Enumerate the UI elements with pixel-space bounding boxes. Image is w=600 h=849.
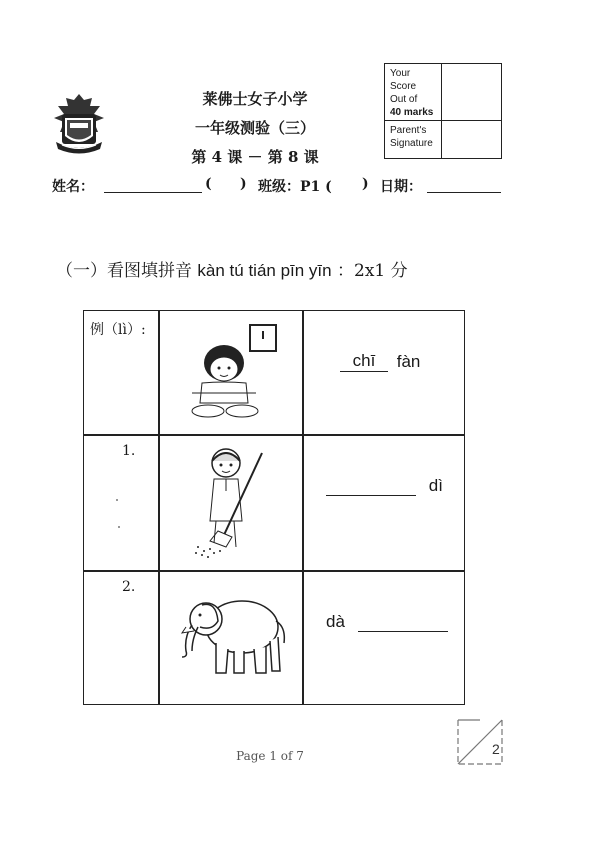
name-field[interactable] <box>104 178 202 193</box>
class-label: 班级：P1 ( <box>258 179 332 195</box>
index-field[interactable] <box>214 178 234 192</box>
date-field[interactable] <box>427 178 501 193</box>
question-2-blank[interactable] <box>358 631 448 632</box>
question-2-answer <box>326 612 448 632</box>
index-open-paren: ( <box>205 176 212 192</box>
student-info-row <box>52 176 512 200</box>
question-2-given-syllable: dà <box>326 612 345 631</box>
signature-field[interactable] <box>442 121 501 158</box>
section-pinyin: kàn tú tián pīn yīn <box>197 261 332 280</box>
elephant-picture <box>172 587 290 681</box>
example-filled-blank: chī <box>340 351 388 372</box>
lesson-range: 第 4 课 － 第 8 课 <box>191 148 319 166</box>
class-close-paren: ) <box>362 176 369 192</box>
index-close-paren: ) <box>240 176 247 192</box>
page-number: Page 1 of 7 <box>236 749 304 763</box>
pinyin-table <box>83 310 465 705</box>
section-total-marks: 2 <box>492 741 500 757</box>
section-marks: ：2x1 分 <box>337 261 408 281</box>
section-title: （一）看图填拼音 <box>56 261 192 281</box>
school-name: 莱佛士女子小学 <box>202 90 308 108</box>
name-label: 姓名： <box>52 179 94 195</box>
score-box <box>384 63 502 159</box>
parent-signature-label: Parent's Signature <box>390 125 433 149</box>
section-heading <box>56 256 536 281</box>
question-1-answer <box>326 476 443 496</box>
example-label: 例（lì）: <box>90 322 146 338</box>
example-given-syllable: fàn <box>396 352 421 371</box>
girl-eating-picture <box>184 323 280 421</box>
question-1-given-syllable: dì <box>428 476 443 495</box>
test-title: 一年级测验（三） <box>194 119 315 137</box>
score-label: Your Score Out of 40 marks <box>390 68 434 118</box>
date-label: 日期： <box>380 179 422 195</box>
example-answer <box>340 351 420 372</box>
question-2-label: 2. <box>122 579 136 595</box>
school-crest-logo <box>48 92 110 158</box>
question-1-label: 1. <box>122 443 136 459</box>
question-1-blank[interactable] <box>326 495 416 496</box>
girl-sweeping-picture <box>192 443 276 565</box>
score-field[interactable] <box>442 64 501 120</box>
